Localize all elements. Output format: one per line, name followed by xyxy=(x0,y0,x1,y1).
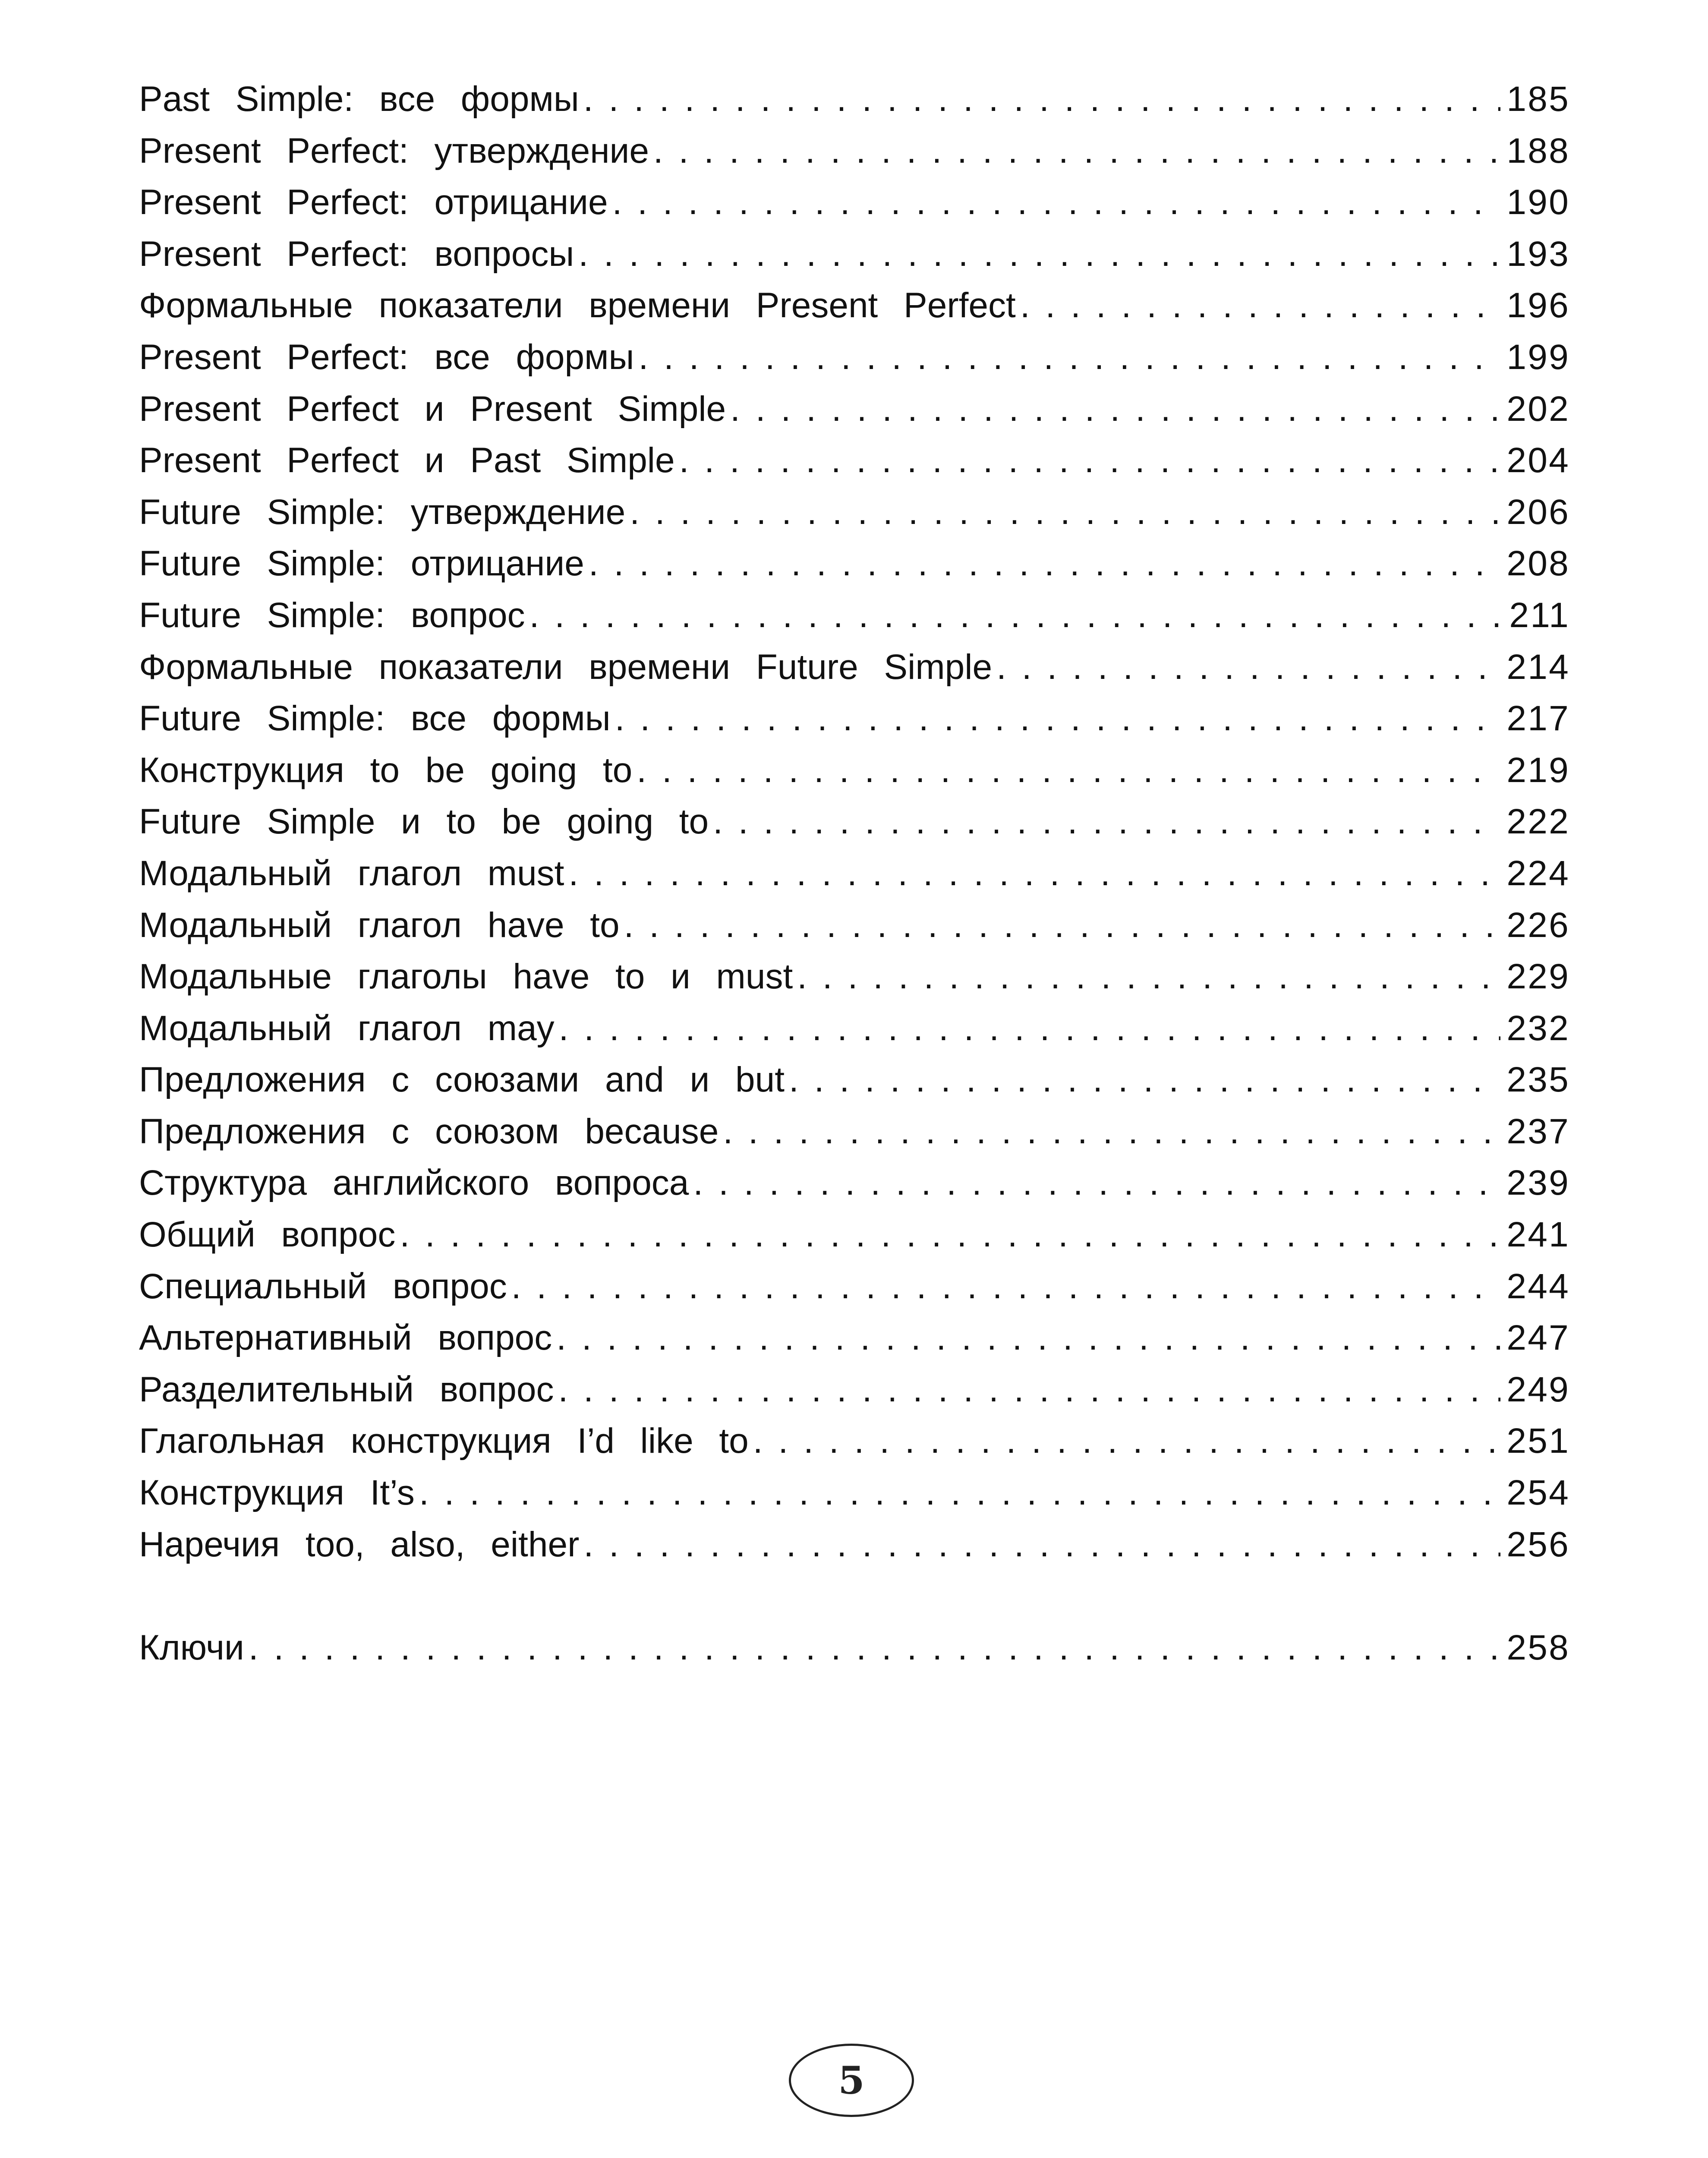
toc-entry[interactable] xyxy=(139,383,1570,435)
toc-entry-title: Модальный глагол have to xyxy=(139,905,620,945)
toc-entry-page: 239 xyxy=(1506,1163,1570,1203)
toc-entry[interactable] xyxy=(139,1106,1570,1158)
toc-entry-page: 244 xyxy=(1506,1266,1570,1306)
toc-entry[interactable] xyxy=(139,538,1570,590)
toc-entry-title: Альтернативный вопрос xyxy=(139,1318,552,1358)
toc-entry-page: 219 xyxy=(1506,750,1570,790)
toc-entry-page: 206 xyxy=(1506,492,1570,532)
toc-entry-page: 258 xyxy=(1506,1628,1570,1668)
toc-entry-title: Present Perfect и Past Simple xyxy=(139,441,675,480)
toc-entry-title: Конструкция to be going to xyxy=(139,750,633,790)
toc-entry-title: Модальный глагол must xyxy=(139,853,564,893)
toc-entry-page: 188 xyxy=(1506,131,1570,170)
toc-entry-title: Present Perfect: утверждение xyxy=(139,131,649,170)
toc-entry[interactable] xyxy=(139,1415,1570,1467)
dot-leader xyxy=(679,435,1501,486)
toc-entry-page: 204 xyxy=(1506,441,1570,480)
toc-entry[interactable] xyxy=(139,1364,1570,1416)
toc-entry-title: Предложения с союзом because xyxy=(139,1111,719,1151)
toc-entry[interactable] xyxy=(139,745,1570,796)
toc-entry-title: Future Simple: вопрос xyxy=(139,595,525,635)
toc-entry-title: Специальный вопрос xyxy=(139,1266,507,1306)
toc-entry-page: 190 xyxy=(1506,183,1570,222)
toc-entry[interactable] xyxy=(139,1261,1570,1312)
toc-entry[interactable] xyxy=(139,1312,1570,1364)
toc-entry[interactable] xyxy=(139,228,1570,280)
toc-entry-page: 256 xyxy=(1506,1524,1570,1564)
dot-leader xyxy=(653,125,1500,177)
toc-entry-page: 211 xyxy=(1509,595,1570,635)
toc-entry[interactable] xyxy=(139,125,1570,177)
toc-entry[interactable] xyxy=(139,1467,1570,1519)
toc-entry-page: 237 xyxy=(1506,1111,1570,1151)
toc-entry[interactable] xyxy=(139,1003,1570,1054)
toc-entry-page: 214 xyxy=(1506,647,1570,687)
page-number-badge xyxy=(789,2044,918,2121)
toc-entry[interactable] xyxy=(139,177,1570,228)
dot-leader xyxy=(589,538,1501,590)
dot-leader xyxy=(583,1519,1500,1571)
toc-entry-page: 251 xyxy=(1506,1421,1570,1461)
dot-leader xyxy=(638,331,1500,383)
toc-entry-title: Present Perfect: отрицание xyxy=(139,183,608,222)
toc-entry[interactable] xyxy=(139,848,1570,899)
dot-leader xyxy=(249,1622,1501,1674)
toc-entry[interactable] xyxy=(139,796,1570,848)
toc-entry[interactable] xyxy=(139,641,1570,693)
toc-entry[interactable] xyxy=(139,331,1570,383)
dot-leader xyxy=(723,1106,1500,1158)
toc-entry-title: Future Simple: все формы xyxy=(139,699,611,738)
toc-entry-title: Present Perfect: вопросы xyxy=(139,234,574,274)
toc-entry-title: Глагольная конструкция I’d like to xyxy=(139,1421,749,1461)
toc-entry[interactable] xyxy=(139,951,1570,1003)
toc-entry[interactable] xyxy=(139,1519,1570,1571)
toc-entry[interactable] xyxy=(139,693,1570,745)
dot-leader xyxy=(556,1312,1500,1364)
dot-leader xyxy=(789,1054,1500,1106)
toc-entry[interactable] xyxy=(139,435,1570,486)
dot-leader xyxy=(559,1003,1501,1054)
toc-entry-page: 254 xyxy=(1506,1473,1570,1513)
dot-leader xyxy=(558,1364,1500,1416)
toc-entry-keys[interactable] xyxy=(139,1622,1570,1674)
toc-entry-page: 185 xyxy=(1506,79,1570,119)
toc-entry-title: Разделительный вопрос xyxy=(139,1369,554,1409)
dot-leader xyxy=(511,1261,1501,1312)
dot-leader xyxy=(713,796,1500,848)
toc-entry-page: 193 xyxy=(1506,234,1570,274)
toc-entry[interactable] xyxy=(139,1054,1570,1106)
toc-entry-title: Future Simple: утверждение xyxy=(139,492,626,532)
toc-entry[interactable] xyxy=(139,486,1570,538)
dot-leader xyxy=(578,228,1500,280)
toc-entry[interactable] xyxy=(139,590,1570,641)
section-gap xyxy=(139,1570,1570,1622)
dot-leader xyxy=(637,745,1500,796)
toc-entry-title: Модальный глагол may xyxy=(139,1008,555,1048)
dot-leader xyxy=(419,1467,1500,1519)
dot-leader xyxy=(612,177,1501,228)
toc-entry-title: Future Simple и to be going to xyxy=(139,802,709,842)
toc-entry[interactable] xyxy=(139,280,1570,331)
toc-entry-page: 224 xyxy=(1506,853,1570,893)
toc-entry-title: Ключи xyxy=(139,1628,244,1668)
toc-entry-title: Present Perfect и Present Simple xyxy=(139,389,726,429)
toc-entry-page: 229 xyxy=(1506,957,1570,997)
toc-entry-title: Конструкция It’s xyxy=(139,1473,415,1513)
dot-leader xyxy=(753,1415,1501,1467)
toc-entry[interactable] xyxy=(139,1209,1570,1261)
toc-entry-page: 222 xyxy=(1506,802,1570,842)
toc-entry-title: Общий вопрос xyxy=(139,1215,396,1255)
toc-entry[interactable] xyxy=(139,1157,1570,1209)
toc-entry-title: Past Simple: все формы xyxy=(139,79,579,119)
dot-leader xyxy=(630,486,1500,538)
toc-entry-page: 249 xyxy=(1506,1369,1570,1409)
toc-entry-title: Структура английского вопроса xyxy=(139,1163,689,1203)
toc-entry-title: Формальные показатели времени Present Perfect xyxy=(139,286,1016,325)
toc-entry-title: Наречия too, also, either xyxy=(139,1524,580,1564)
table-of-contents xyxy=(139,73,1570,1674)
dot-leader xyxy=(797,951,1500,1003)
page-number: 5 xyxy=(789,2044,914,2117)
toc-entry-page: 226 xyxy=(1506,905,1570,945)
dot-leader xyxy=(693,1157,1500,1209)
dot-leader xyxy=(568,848,1500,899)
toc-entry-title: Present Perfect: все формы xyxy=(139,337,634,377)
dot-leader xyxy=(615,693,1501,745)
dot-leader xyxy=(1020,280,1501,331)
toc-entry-title: Предложения с союзами and и but xyxy=(139,1060,785,1100)
toc-entry-page: 208 xyxy=(1506,544,1570,584)
dot-leader xyxy=(996,641,1500,693)
dot-leader xyxy=(400,1209,1500,1261)
toc-entry-page: 232 xyxy=(1506,1008,1570,1048)
toc-entry[interactable] xyxy=(139,73,1570,125)
toc-entry-page: 217 xyxy=(1506,699,1570,738)
dot-leader xyxy=(529,590,1503,641)
toc-entry-page: 196 xyxy=(1506,286,1570,325)
toc-entry[interactable] xyxy=(139,899,1570,951)
toc-entry-page: 199 xyxy=(1506,337,1570,377)
toc-entry-page: 235 xyxy=(1506,1060,1570,1100)
toc-entry-page: 247 xyxy=(1506,1318,1570,1358)
toc-entry-title: Формальные показатели времени Future Simple xyxy=(139,647,993,687)
dot-leader xyxy=(624,899,1501,951)
toc-entry-title: Модальные глаголы have to и must xyxy=(139,957,793,997)
toc-entry-title: Future Simple: отрицание xyxy=(139,544,584,584)
dot-leader xyxy=(730,383,1500,435)
dot-leader xyxy=(583,73,1501,125)
toc-entry-page: 241 xyxy=(1506,1215,1570,1255)
toc-entry-page: 202 xyxy=(1506,389,1570,429)
